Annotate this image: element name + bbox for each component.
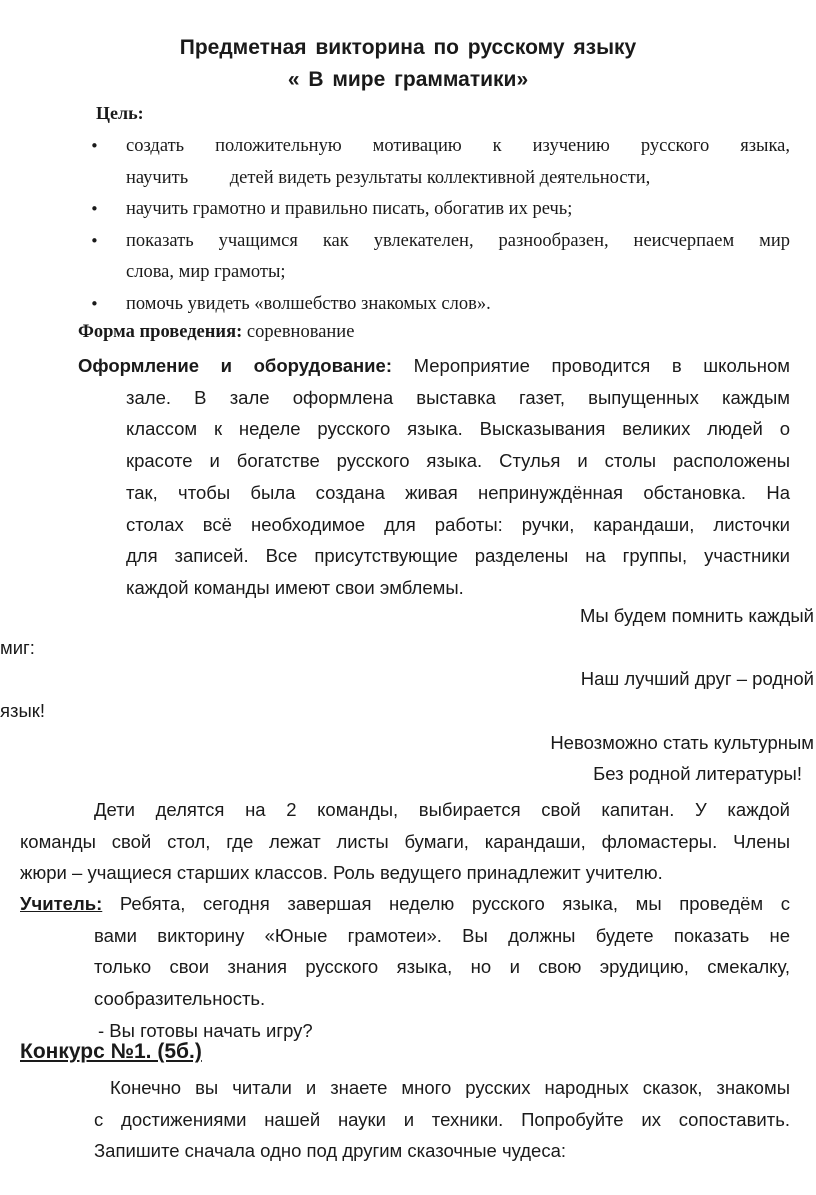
goal-item-1-line-1: • создать положительную мотивацию к изучению русского языка,	[126, 136, 790, 156]
decor-line: столах всё необходимое для работы: ручки, карандаши, листочки	[126, 513, 790, 535]
poem-line-1: Мы будем помнить каждый	[579, 605, 814, 626]
poem-line-2-wrap: язык!	[0, 700, 46, 721]
teams-line: команды свой стол, где лежат листы бумаги, карандаши, фломастеры. Члены	[20, 830, 790, 852]
contest-1-line: Запишите сначала одно под другим сказочные чудеса:	[94, 1140, 567, 1162]
goal-item	[90, 131, 790, 194]
decor-paragraph	[78, 350, 790, 604]
goal-item	[90, 226, 790, 289]
teacher-line: вами викторину «Юные грамотеи». Вы должны будете показать не	[94, 924, 790, 946]
decor-label: Оформление и оборудование:	[78, 355, 392, 376]
goal-item-4-line-1: • помочь увидеть «волшебство знакомых слов».	[126, 293, 491, 314]
form-line	[78, 322, 354, 343]
goal-list	[90, 131, 790, 320]
decor-line-1	[78, 350, 790, 382]
page-title-line-2: « В мире грамматики»	[287, 68, 529, 91]
form-value: соревнование	[242, 322, 355, 342]
form-label: Форма проведения:	[78, 322, 243, 342]
teams-line: Дети делятся на 2 команды, выбирается свой капитан. У каждой	[94, 799, 790, 820]
teacher-paragraph	[20, 888, 790, 1047]
goal-item-3-line-2: слова, мир грамоты;	[126, 262, 286, 282]
goal-item-3-line-1: • показать учащимся как увлекателен, разнообразен, неисчерпаем мир	[126, 230, 790, 251]
contest-1-heading: Конкурс №1. (5б.)	[20, 1040, 202, 1063]
teacher-line-1	[20, 888, 790, 920]
goal-item-1-line-2: научить детей видеть результаты коллективной деятельности,	[126, 167, 651, 188]
poem-line-3: Невозможно стать культурным	[550, 732, 814, 753]
goal-label: Цель:	[96, 103, 144, 123]
contest-1-line: с достижениями нашей науки и техники. Попробуйте их сопоставить.	[94, 1108, 790, 1130]
decor-line: так, чтобы была создана живая непринуждённая обстановка. На	[126, 481, 790, 503]
decor-line: каждой команды имеют свои эмблемы.	[126, 576, 464, 598]
decor-line: для записей. Все присутствующие разделены на группы, участники	[126, 545, 790, 567]
teams-paragraph	[20, 794, 790, 889]
goal-item	[90, 194, 790, 226]
teacher-first-line-rest: Ребята, сегодня завершая неделю русского языка, мы проведём с	[102, 893, 790, 914]
teams-line: жюри – учащиеся старших классов. Роль ведущего принадлежит учителю.	[20, 862, 663, 884]
goal-item	[90, 289, 790, 321]
decor-first-line-rest: Мероприятие проводится в школьном	[392, 355, 790, 376]
decor-line: зале. В зале оформлена выставка газет, выпущенных каждым	[126, 386, 790, 408]
contest-1-line: Конечно вы читали и знаете много русских народных сказок, знакомы	[110, 1077, 790, 1098]
teacher-line: только свои знания русского языка, но и свою эрудицию, смекалку,	[94, 956, 790, 978]
goal-item-2-line-1: • научить грамотно и правильно писать, обогатив их речь;	[126, 199, 573, 219]
page-title-line-1: Предметная викторина по русскому языку	[179, 36, 637, 59]
teacher-line: сообразительность.	[94, 988, 266, 1010]
teacher-question: - Вы готовы начать игру?	[98, 1019, 313, 1041]
decor-line: красоте и богатстве русского языка. Стулья и столы расположены	[126, 450, 790, 472]
poem-line-2: Наш лучший друг – родной	[580, 668, 814, 689]
poem-line-1-wrap: миг:	[0, 637, 35, 658]
contest-1-paragraph	[94, 1072, 790, 1167]
poem-line-4: Без родной литературы!	[593, 763, 802, 784]
teacher-label: Учитель:	[20, 893, 103, 914]
decor-line: классом к неделе русского языка. Высказывания великих людей о	[126, 418, 790, 440]
